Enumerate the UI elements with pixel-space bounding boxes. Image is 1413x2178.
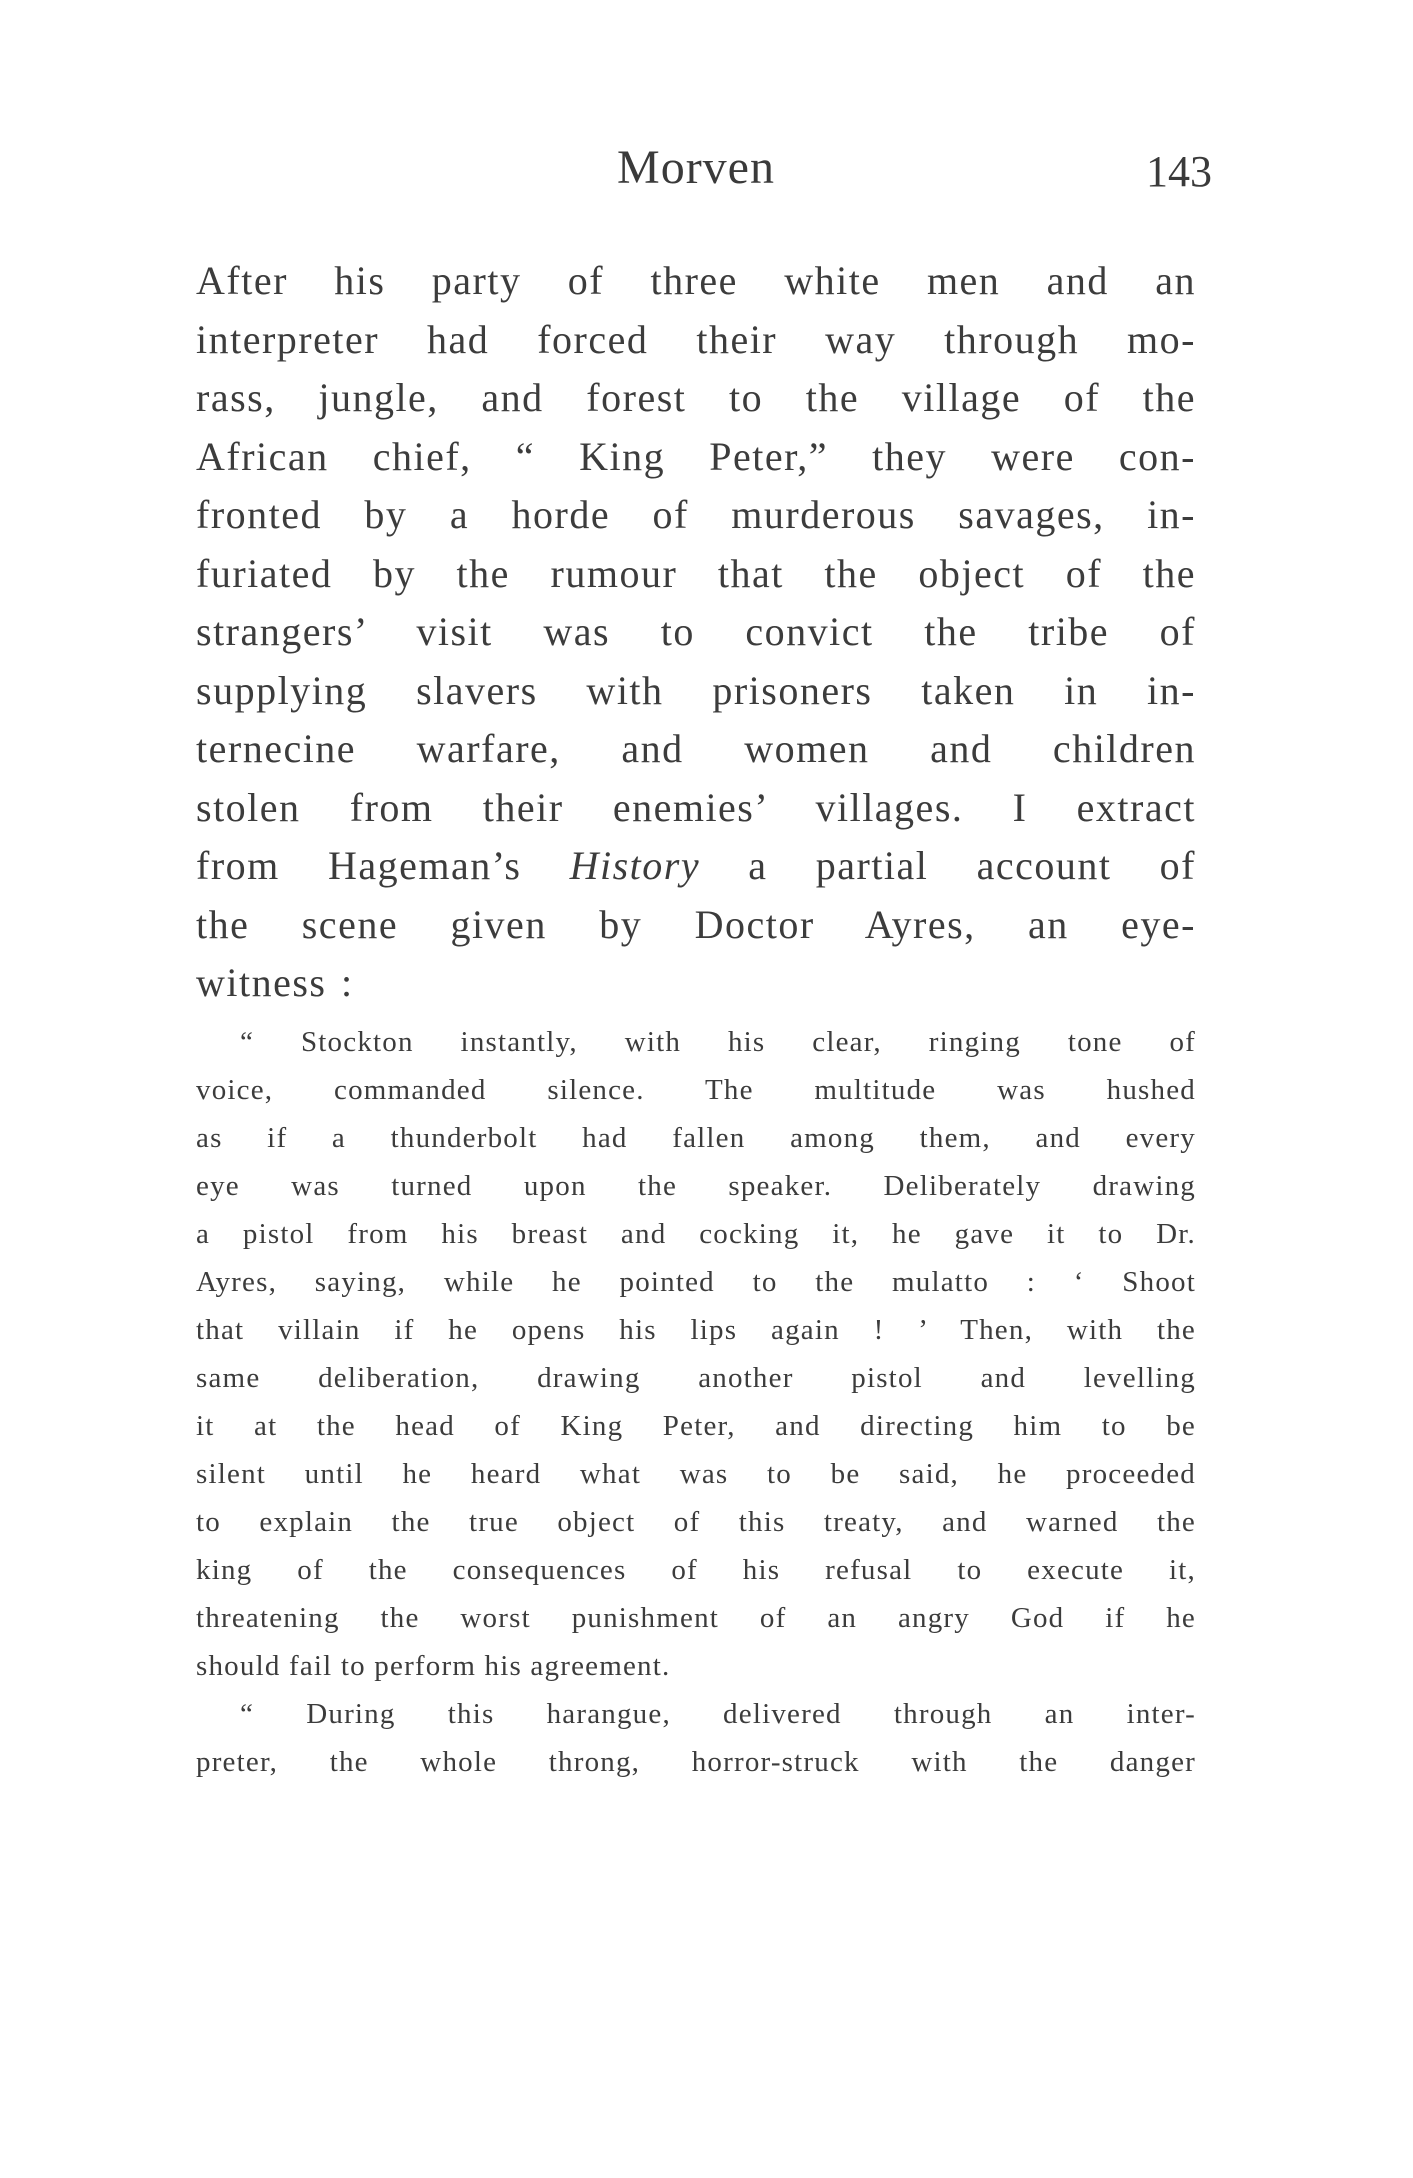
text-line: supplying slavers with prisoners taken in in- bbox=[196, 667, 1196, 713]
text-segment: from Hageman’s bbox=[196, 843, 570, 888]
quote-line: should fail to perform his agreement. bbox=[196, 1650, 671, 1682]
page-number: 143 bbox=[1146, 147, 1212, 196]
quote-line: Ayres, saying, while he pointed to the mulatto : ‘ Shoot bbox=[196, 1266, 1196, 1298]
running-title: Morven bbox=[617, 141, 775, 194]
text-line: After his party of three white men and an bbox=[196, 258, 1196, 303]
quote-line: “ Stockton instantly, with his clear, ringing tone of bbox=[240, 1026, 1196, 1058]
quote-line: “ During this harangue, delivered through an inter- bbox=[240, 1698, 1196, 1730]
running-head bbox=[196, 140, 1212, 200]
text-line: furiated by the rumour that the object of the bbox=[196, 550, 1196, 596]
text-line bbox=[196, 837, 1196, 896]
book-page bbox=[196, 0, 1212, 2178]
quote-line: same deliberation, drawing another pistol and levelling bbox=[196, 1362, 1196, 1394]
text-line: ternecine warfare, and women and children bbox=[196, 726, 1196, 771]
text-line: strangers’ visit was to convict the tribe of bbox=[196, 609, 1196, 654]
quote-line: that villain if he opens his lips again ! ’ Then, with the bbox=[196, 1314, 1196, 1346]
quote-line: to explain the true object of this treaty, and warned the bbox=[196, 1506, 1196, 1538]
quote-paragraph bbox=[196, 1018, 1196, 1690]
quote-line: eye was turned upon the speaker. Deliberately drawing bbox=[196, 1170, 1196, 1202]
quote-line: threatening the worst punishment of an angry God if he bbox=[196, 1602, 1196, 1634]
text-line: fronted by a horde of murderous savages, in- bbox=[196, 492, 1196, 537]
text-segment: a partial account of bbox=[700, 843, 1196, 888]
quote-line: it at the head of King Peter, and directing him to be bbox=[196, 1410, 1196, 1442]
quote-paragraph bbox=[196, 1690, 1196, 1786]
quote-line: as if a thunderbolt had fallen among them, and every bbox=[196, 1122, 1196, 1154]
text-line: interpreter had forced their way through mo- bbox=[196, 316, 1196, 362]
quote-line: voice, commanded silence. The multitude was hushed bbox=[196, 1074, 1196, 1106]
text-line: the scene given by Doctor Ayres, an eye- bbox=[196, 901, 1196, 947]
quote-line: a pistol from his breast and cocking it, he gave it to Dr. bbox=[196, 1218, 1196, 1250]
text-line: witness : bbox=[196, 960, 354, 1005]
quote-line: king of the consequences of his refusal to execute it, bbox=[196, 1554, 1196, 1586]
block-quote bbox=[196, 1018, 1196, 1786]
text-line: stolen from their enemies’ villages. I extract bbox=[196, 784, 1196, 830]
main-paragraph bbox=[196, 252, 1196, 1013]
quote-line: silent until he heard what was to be said, he proceeded bbox=[196, 1458, 1196, 1490]
text-line: rass, jungle, and forest to the village of the bbox=[196, 375, 1196, 420]
text-line: African chief, “ King Peter,” they were con- bbox=[196, 433, 1196, 479]
quote-line: preter, the whole throng, horror-struck with the danger bbox=[196, 1746, 1196, 1778]
book-title-italic: History bbox=[569, 843, 701, 888]
